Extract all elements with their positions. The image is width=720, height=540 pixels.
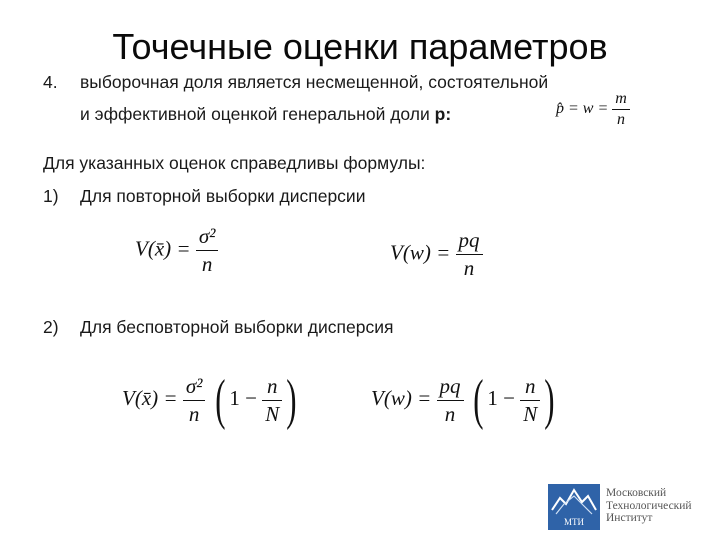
- fraction-numerator: n: [266, 373, 278, 398]
- fraction-numerator: pq: [439, 373, 461, 398]
- right-paren: ): [286, 369, 297, 431]
- fraction-numerator: pq: [458, 228, 480, 252]
- page-title: Точечные оценки параметров: [112, 26, 608, 67]
- paren-fraction: [262, 374, 282, 427]
- item4-line1: выборочная доля является несмещенной, состоятельной: [80, 72, 549, 92]
- logo-line1: Московский: [606, 487, 667, 499]
- fraction-denominator: n: [183, 400, 206, 427]
- mountain-emblem-icon: [548, 484, 600, 530]
- formula-fraction: [456, 228, 483, 281]
- formula-share-fraction: [612, 90, 630, 129]
- section1-text: Для повторной выборки дисперсии: [80, 186, 366, 206]
- section2-text: Для бесповторной выборки дисперсия: [80, 317, 394, 337]
- intro-text: Для указанных оценок справедливы формулы:: [43, 153, 426, 173]
- fraction-numerator: σ²: [185, 373, 203, 398]
- fraction-numerator: σ²: [198, 224, 216, 248]
- right-paren: ): [544, 369, 555, 431]
- fraction-denominator: N: [520, 400, 540, 427]
- formula-variance-share-nonrepeated: [371, 368, 559, 432]
- formula-lhs: V(w) =: [371, 385, 432, 410]
- formula-fraction: [437, 374, 464, 427]
- fraction-numerator: m: [615, 90, 627, 107]
- formula-variance-mean-nonrepeated: [122, 368, 301, 432]
- item4-line2: [80, 104, 451, 125]
- fraction-denominator: n: [437, 400, 464, 427]
- item4-line2-text: и эффективной оценкой генеральной доли: [80, 104, 435, 124]
- fraction-numerator: n: [525, 373, 536, 398]
- formula-lhs: V(x̄) =: [135, 236, 191, 261]
- item4-line2-bold: p:: [434, 104, 452, 124]
- logo-emblem-text: МТИ: [564, 517, 584, 527]
- formula-variance-mean-repeated: [135, 224, 218, 277]
- left-paren: (: [214, 369, 226, 431]
- formula-lhs: V(w) =: [390, 240, 451, 265]
- section1-label: 1): [43, 186, 59, 206]
- paren-fraction: [520, 374, 540, 427]
- formula-variance-share-repeated: [390, 228, 483, 281]
- formula-lhs: V(x̄) =: [122, 385, 178, 410]
- section2-label: 2): [43, 317, 59, 337]
- fraction-denominator: N: [262, 400, 282, 427]
- fraction-denominator: n: [456, 254, 483, 281]
- fraction-denominator: n: [612, 109, 630, 129]
- item-number: 4.: [43, 72, 58, 92]
- formula-share: [556, 90, 630, 129]
- logo-emblem: [548, 484, 600, 530]
- logo-line3: Институт: [606, 512, 653, 524]
- logo-text: [606, 487, 692, 525]
- paren-one: 1 −: [229, 385, 257, 410]
- paren-one: 1 −: [487, 385, 515, 410]
- formula-share-lhs: p̂ = w =: [556, 100, 609, 118]
- left-paren: (: [472, 369, 484, 431]
- formula-fraction: [183, 374, 206, 427]
- logo-line2: Технологический: [606, 499, 692, 512]
- institute-logo: [548, 482, 708, 532]
- fraction-denominator: n: [196, 250, 219, 277]
- formula-fraction: [196, 224, 219, 277]
